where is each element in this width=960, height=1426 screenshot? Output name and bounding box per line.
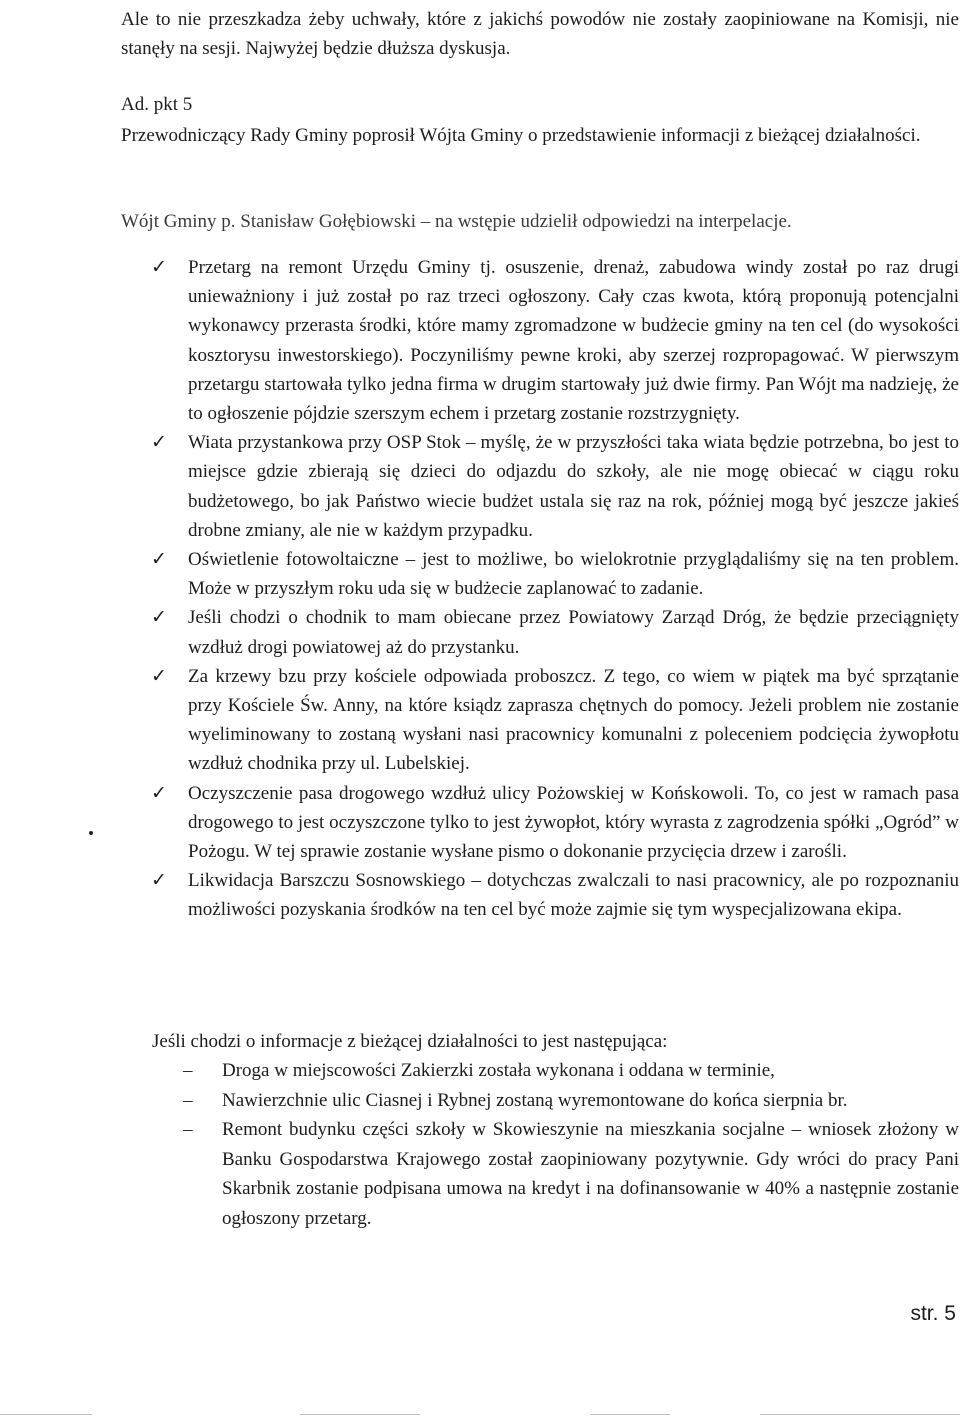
activity-item-road-zakierzki (183, 1056, 959, 1086)
checkmark-icon: ✓ (151, 781, 167, 804)
activity-item-text: Remont budynku części szkoły w Skowieszynie na mieszkania socjalne – wniosek złożony w Banku Gospodarstwa Krajowego został zaopiniowany pozytywnie. Gdy wróci do pracy Pani Skarbnik zostanie podpisana umowa na kredyt i na dofinansowanie w 40% a następnie zostanie ogłoszony przetarg. (222, 1119, 959, 1229)
checkmark-icon: ✓ (151, 431, 167, 454)
interpellation-checklist (151, 253, 959, 925)
checkmark-icon: ✓ (151, 664, 167, 687)
checklist-item-text: Oświetlenie fotowoltaiczne – jest to możliwe, bo wielokrotnie przyglądaliśmy się na ten problem. Może w przyszłym roku uda się w budżecie zaplanować to zadanie. (188, 549, 959, 600)
paragraph-mayor-intro: Wójt Gminy p. Stanisław Gołębiowski – na wstępie udzielił odpowiedzi na interpelacje. (121, 211, 792, 232)
paragraph-opening: Ale to nie przeszkadza żeby uchwały, które z jakichś powodów nie zostały zaopiniowane na Komisji, nie stanęły na sesji. Najwyżej będzie dłuższa dyskusja. (121, 9, 959, 59)
activity-item-text: Nawierzchnie ulic Ciasnej i Rybnej zostaną wyremontowane do końca sierpnia br. (222, 1089, 848, 1111)
dash-bullet-icon: – (183, 1119, 193, 1140)
activity-item-text: Droga w miejscowości Zakierzki została wykonana i oddana w terminie, (222, 1060, 775, 1081)
checklist-item-bus-shelter (151, 428, 959, 545)
activity-item-street-surfaces (183, 1086, 959, 1116)
checklist-item-text: Wiata przystankowa przy OSP Stok – myślę, że w przyszłości taka wiata będzie potrzebna, bo jest to miejsce gdzie zbierają się dzieci do odjazdu do szkoły, ale nie mogę obiecać w ciągu roku budżetowego, bo jak Państwo wiecie budżet ustala się raz na rok, później mogą być jeszcze jakieś drobne zmiany, ale nie w każdym przypadku. (188, 432, 959, 541)
checklist-item-road-cleaning (151, 779, 959, 867)
checklist-item-tender (151, 253, 959, 428)
checkmark-icon: ✓ (151, 548, 167, 571)
checkmark-icon: ✓ (151, 606, 167, 629)
scan-edge-line (760, 1414, 960, 1415)
margin-dot (89, 831, 93, 835)
checklist-item-text: Za krzewy bzu przy kościele odpowiada proboszcz. Z tego, co wiem w piątek ma być sprzątanie przy Kościele Św. Anny, na które ksiądz zaprasza chętnych do pomocy. Jeżeli problem nie zostanie wyeliminowany to zostaną wysłani nasi pracownicy komunalni z poleceniem podcięcia żywopłotu wzdłuż chodnika przy ul. Lubelskiej. (188, 665, 959, 775)
checklist-item-lighting (151, 545, 959, 603)
checklist-item-hogweed (151, 866, 959, 924)
checklist-item-text: Oczyszczenie pasa drogowego wzdłuż ulicy Pożowskiej w Końskowoli. To, co jest w ramach pasa drogowego to jest oczyszczone tylko to jest żywopłot, który wyrasta z zagrodzenia spółki „Ogród” w Pożogu. W tej sprawie zostanie wysłane pismo o dokonanie przycięcia drzew i zarośli. (188, 782, 959, 863)
paragraph-chairman-request: Przewodniczący Rady Gminy poprosił Wójta Gminy o przedstawienie informacji z bieżącej działalności. (121, 125, 921, 146)
checkmark-icon: ✓ (151, 256, 167, 278)
checklist-item-text: Likwidacja Barszczu Sosnowskiego – dotychczas zwalczali to nasi pracownicy, ale po rozpoznaniu możliwości pozyskania środków na ten cel być może zajmie się tym wyspecjalizowana ekipa. (188, 870, 959, 921)
scan-edge-line (300, 1414, 420, 1415)
current-activity-intro: Jeśli chodzi o informacje z bieżącej działalności to jest następująca: (152, 1031, 668, 1052)
scan-edge-line (0, 1414, 92, 1415)
checklist-item-lilac-bushes (151, 662, 959, 779)
agenda-point-heading: Ad. pkt 5 (121, 94, 193, 115)
scan-edge-line (590, 1414, 670, 1415)
dash-bullet-icon: – (183, 1089, 193, 1111)
checklist-item-text: Jeśli chodzi o chodnik to mam obiecane przez Powiatowy Zarząd Dróg, że będzie przeciągnięty wzdłuż drogi powiatowej aż do przystanku. (188, 607, 959, 658)
activity-item-school-renovation (183, 1115, 959, 1233)
checklist-item-text: Przetarg na remont Urzędu Gminy tj. osuszenie, drenaż, zabudowa windy został po raz drugi unieważniony i już został po raz trzeci ogłoszony. Cały czas kwota, którą proponują potencjalni wykonawcy przerasta środki, które mamy zgromadzone w budżecie gminy na ten cel (do wysokości kosztorysu inwestorskiego). Poczyniliśmy pewne kroki, aby szerzej rozpropagować. W pierwszym przetargu startowała tylko jedna firma w drugim startowały już dwie firmy. Pan Wójt ma nadzieję, że to ogłoszenie pójdzie szerszym echem i przetarg zostanie rozstrzygnięty. (188, 257, 959, 425)
page-number: str. 5 (910, 1302, 956, 1325)
checklist-item-sidewalk (151, 603, 959, 661)
current-activity-list (183, 1056, 959, 1233)
dash-bullet-icon: – (183, 1060, 193, 1081)
checkmark-icon: ✓ (151, 869, 167, 892)
